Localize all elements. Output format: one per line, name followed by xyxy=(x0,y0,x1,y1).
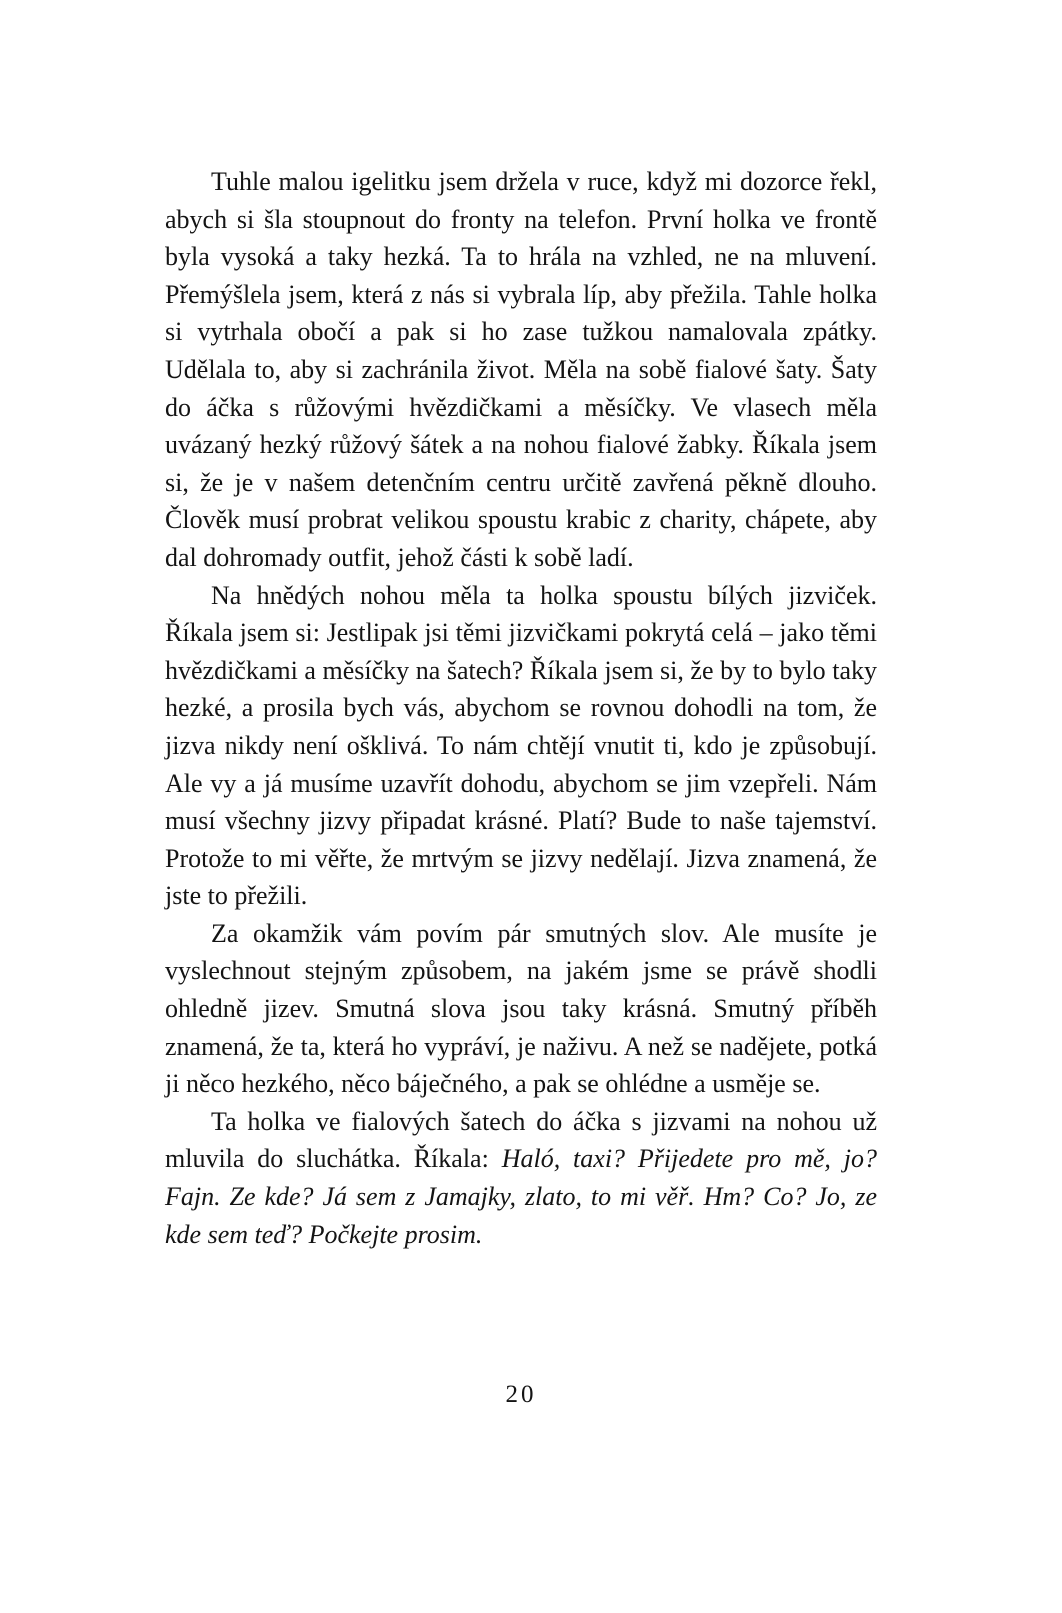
paragraph: Za okamžik vám povím pár smutných slov. Ale musíte je vyslechnout stejným způsobem, na jakém jsme se právě shodli ohledně jizev. Smutná slova jsou taky krásná. Smutný příběh znamená, že ta, která ho vypráví, je naživu. A než se nadějete, potká ji něco hezkého, něco báječného, a pak se ohlédne a usměje se. xyxy=(165,918,877,1099)
paragraph: Na hnědých nohou měla ta holka spoustu bílých jizviček. Říkala jsem si: Jestlipak jsi těmi jizvičkami pokrytá celá – jako těmi hvězdičkami a měsíčky na šatech? Říkala jsem si, že by to bylo taky hezké, a prosila bych vás, abychom se rovnou dohodli na tom, že jizva nikdy není ošklivá. To nám chtějí vnutit ti, kdo je způsobují. Ale vy a já musíme uzavřít dohodu, abychom se jim vzepřeli. Nám musí všechny jizvy připadat krásné. Platí? Bude to naše tajemství. Protože to mi věřte, že mrtvým se jizvy nedělají. Jizva znamená, že jste to přežili. xyxy=(165,580,877,911)
paragraph: Tuhle malou igelitku jsem držela v ruce, když mi dozorce řekl, abych si šla stoupnout do fronty na telefon. První holka ve frontě byla vysoká a taky hezká. Ta to hrála na vzhled, ne na mluvení. Přemýšlela jsem, která z nás si vybrala líp, aby přežila. Tahle holka si vytrhala obočí a pak si ho zase tužkou namalovala zpátky. Udělala to, aby si zachránila život. Měla na sobě fialové šaty. Šaty do áčka s růžovými hvězdičkami a měsíčky. Ve vlasech měla uvázaný hezký růžový šátek a na nohou fialové žabky. Říkala jsem si, že je v našem detenčním centru určitě zavřená pěkně dlouho. Člověk musí probrat velikou spoustu krabic z charity, chápete, aby dal dohromady outfit, jehož části k sobě ladí. xyxy=(165,167,877,572)
page-number: 20 xyxy=(505,1381,537,1408)
paragraph-italic-dialogue: Haló, taxi? Přijedete pro mě, jo? Fajn. Ze kde? Já sem z Jamajky, zlato, to mi věř. Hm? Co? Jo, ze kde sem teď? Počkejte prosim. xyxy=(165,1144,877,1249)
paragraph-lead: Ta holka ve fialových šatech do áčka s jizvami na nohou už mluvila do sluchátka. Říkala: xyxy=(165,1106,877,1174)
text-block xyxy=(165,163,877,1253)
paragraph xyxy=(165,1103,877,1253)
